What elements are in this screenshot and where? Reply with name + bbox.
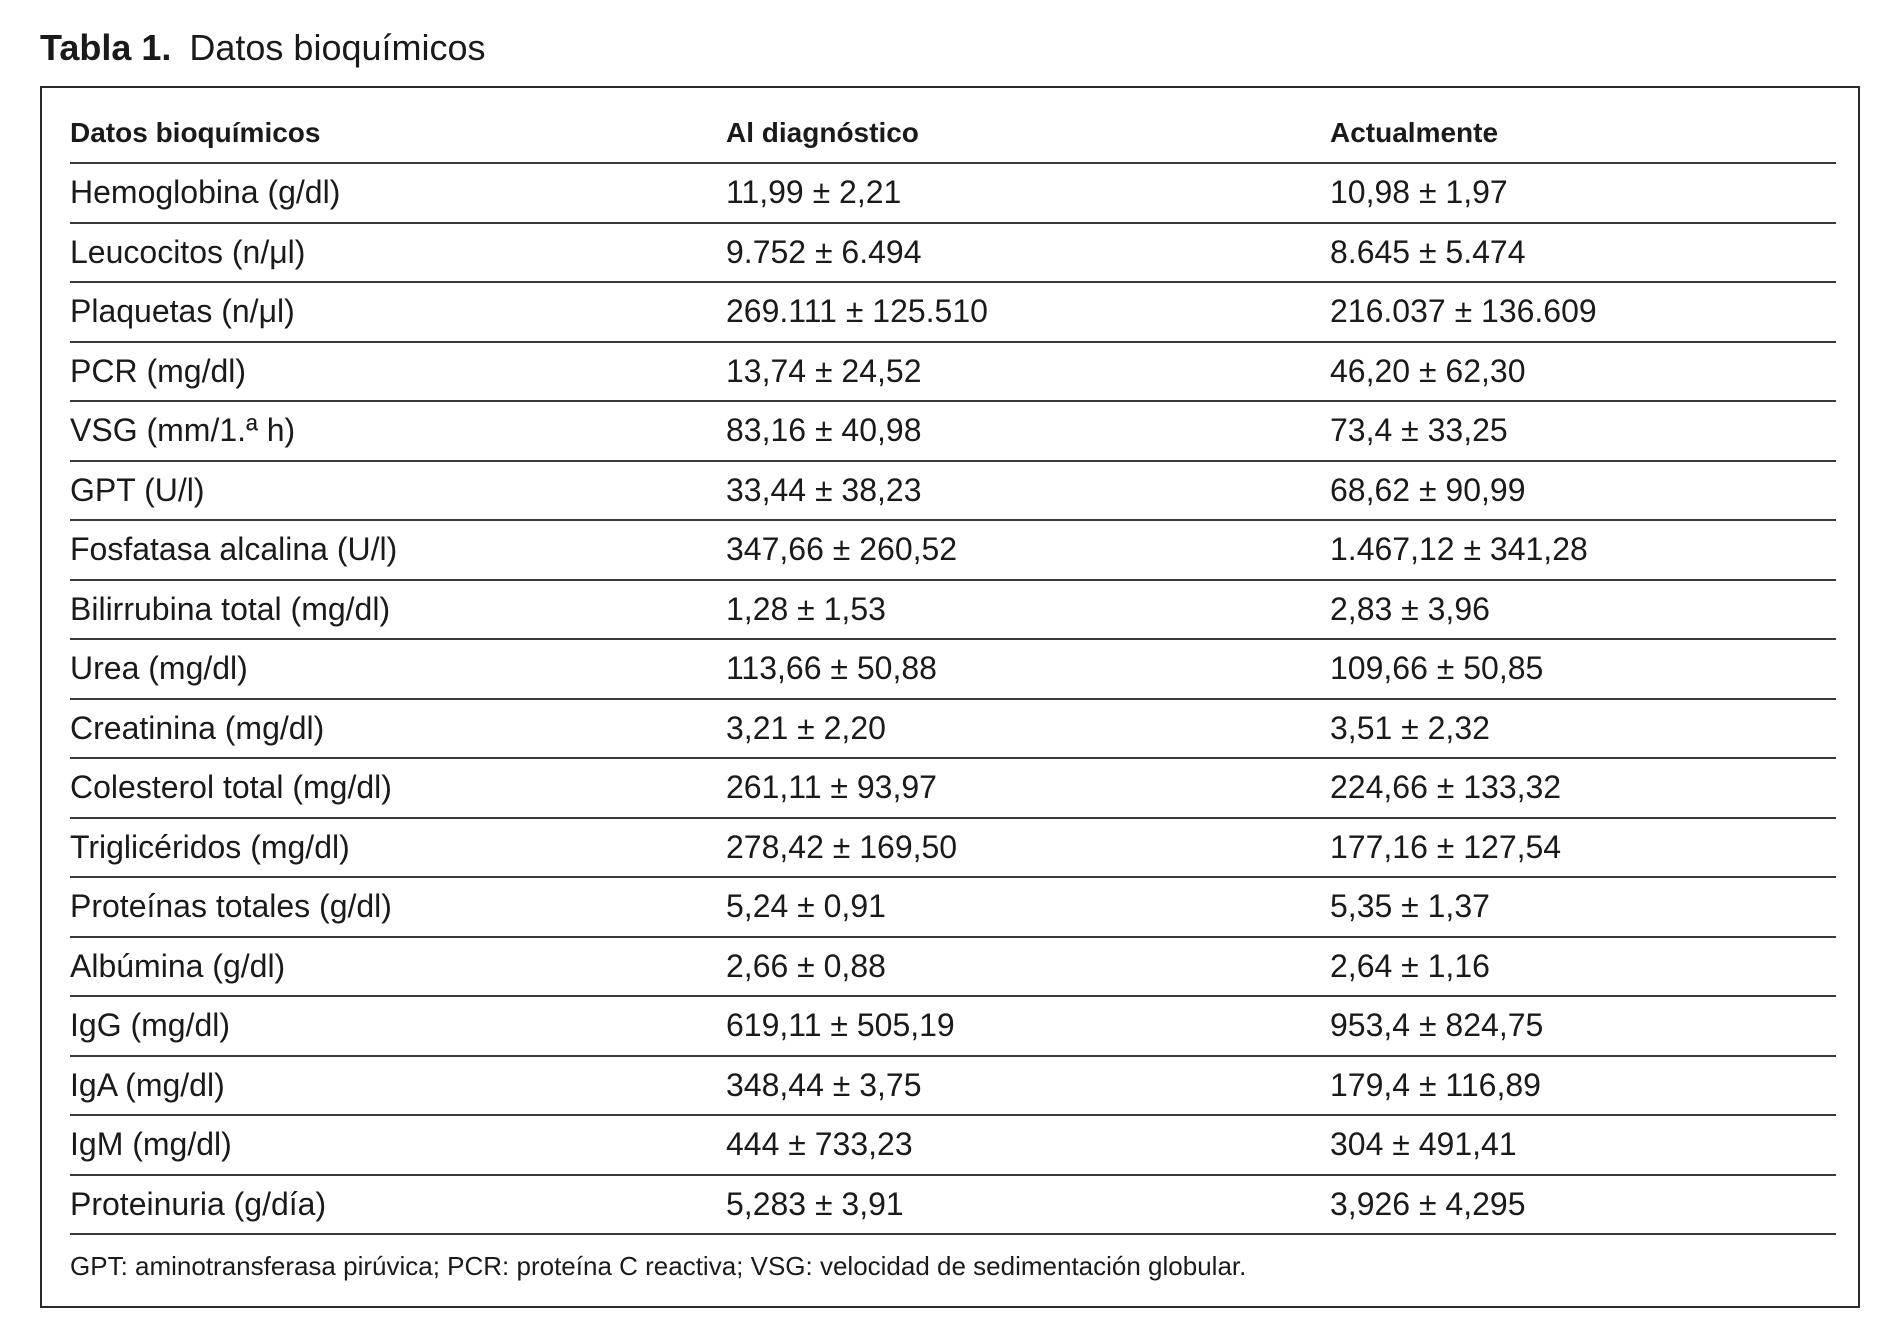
current-value-cell: 2,83 ± 3,96: [1330, 580, 1836, 640]
diagnosis-value-cell: 83,16 ± 40,98: [726, 401, 1330, 461]
diagnosis-value-cell: 619,11 ± 505,19: [726, 996, 1330, 1056]
parameter-cell: Proteinuria (g/día): [70, 1175, 726, 1235]
diagnosis-value-cell: 347,66 ± 260,52: [726, 520, 1330, 580]
parameter-cell: Colesterol total (mg/dl): [70, 758, 726, 818]
table-row: [70, 342, 1836, 402]
column-header-at-diagnosis: Al diagnóstico: [726, 104, 1330, 163]
diagnosis-value-cell: 261,11 ± 93,97: [726, 758, 1330, 818]
diagnosis-value-cell: 5,24 ± 0,91: [726, 877, 1330, 937]
parameter-cell: PCR (mg/dl): [70, 342, 726, 402]
table-row: [70, 282, 1836, 342]
diagnosis-value-cell: 113,66 ± 50,88: [726, 639, 1330, 699]
table-row: [70, 758, 1836, 818]
parameter-cell: VSG (mm/1.ª h): [70, 401, 726, 461]
table-title: Datos bioquímicos: [189, 27, 486, 68]
table-row: [70, 1056, 1836, 1116]
table-number: Tabla 1.: [40, 27, 172, 68]
parameter-cell: Fosfatasa alcalina (U/l): [70, 520, 726, 580]
table-row: [70, 639, 1836, 699]
diagnosis-value-cell: 269.111 ± 125.510: [726, 282, 1330, 342]
diagnosis-value-cell: 11,99 ± 2,21: [726, 163, 1330, 223]
current-value-cell: 73,4 ± 33,25: [1330, 401, 1836, 461]
diagnosis-value-cell: 348,44 ± 3,75: [726, 1056, 1330, 1116]
table-row: [70, 461, 1836, 521]
diagnosis-value-cell: 13,74 ± 24,52: [726, 342, 1330, 402]
parameter-cell: Triglicéridos (mg/dl): [70, 818, 726, 878]
current-value-cell: 46,20 ± 62,30: [1330, 342, 1836, 402]
table-footnote: GPT: aminotransferasa pirúvica; PCR: proteína C reactiva; VSG: velocidad de sedimentación globular.: [70, 1251, 1247, 1281]
diagnosis-value-cell: 33,44 ± 38,23: [726, 461, 1330, 521]
table-row: [70, 937, 1836, 997]
table-row: [70, 520, 1836, 580]
parameter-cell: Leucocitos (n/μl): [70, 223, 726, 283]
diagnosis-value-cell: 9.752 ± 6.494: [726, 223, 1330, 283]
diagnosis-value-cell: 278,42 ± 169,50: [726, 818, 1330, 878]
table-row: [70, 818, 1836, 878]
current-value-cell: 1.467,12 ± 341,28: [1330, 520, 1836, 580]
table-row: [70, 699, 1836, 759]
parameter-cell: GPT (U/l): [70, 461, 726, 521]
diagnosis-value-cell: 2,66 ± 0,88: [726, 937, 1330, 997]
current-value-cell: 2,64 ± 1,16: [1330, 937, 1836, 997]
current-value-cell: 8.645 ± 5.474: [1330, 223, 1836, 283]
parameter-cell: Plaquetas (n/μl): [70, 282, 726, 342]
parameter-cell: IgA (mg/dl): [70, 1056, 726, 1116]
current-value-cell: 177,16 ± 127,54: [1330, 818, 1836, 878]
table-row: [70, 1175, 1836, 1235]
table-row: [70, 877, 1836, 937]
current-value-cell: 10,98 ± 1,97: [1330, 163, 1836, 223]
current-value-cell: 3,926 ± 4,295: [1330, 1175, 1836, 1235]
current-value-cell: 179,4 ± 116,89: [1330, 1056, 1836, 1116]
table-caption: [40, 26, 486, 70]
column-header-parameter: Datos bioquímicos: [70, 104, 726, 163]
current-value-cell: 304 ± 491,41: [1330, 1115, 1836, 1175]
table-row: [70, 996, 1836, 1056]
table-row: [70, 580, 1836, 640]
current-value-cell: 68,62 ± 90,99: [1330, 461, 1836, 521]
diagnosis-value-cell: 1,28 ± 1,53: [726, 580, 1330, 640]
parameter-cell: Hemoglobina (g/dl): [70, 163, 726, 223]
parameter-cell: Bilirrubina total (mg/dl): [70, 580, 726, 640]
parameter-cell: IgG (mg/dl): [70, 996, 726, 1056]
current-value-cell: 3,51 ± 2,32: [1330, 699, 1836, 759]
parameter-cell: Proteínas totales (g/dl): [70, 877, 726, 937]
table-row: [70, 401, 1836, 461]
parameter-cell: Albúmina (g/dl): [70, 937, 726, 997]
table-row: [70, 163, 1836, 223]
parameter-cell: Creatinina (mg/dl): [70, 699, 726, 759]
column-header-currently: Actualmente: [1330, 104, 1836, 163]
current-value-cell: 953,4 ± 824,75: [1330, 996, 1836, 1056]
table-header-row: [70, 104, 1836, 163]
diagnosis-value-cell: 444 ± 733,23: [726, 1115, 1330, 1175]
diagnosis-value-cell: 5,283 ± 3,91: [726, 1175, 1330, 1235]
current-value-cell: 216.037 ± 136.609: [1330, 282, 1836, 342]
diagnosis-value-cell: 3,21 ± 2,20: [726, 699, 1330, 759]
parameter-cell: Urea (mg/dl): [70, 639, 726, 699]
biochemical-data-table: [70, 104, 1836, 1235]
table-row: [70, 223, 1836, 283]
current-value-cell: 5,35 ± 1,37: [1330, 877, 1836, 937]
parameter-cell: IgM (mg/dl): [70, 1115, 726, 1175]
current-value-cell: 224,66 ± 133,32: [1330, 758, 1836, 818]
table-row: [70, 1115, 1836, 1175]
current-value-cell: 109,66 ± 50,85: [1330, 639, 1836, 699]
